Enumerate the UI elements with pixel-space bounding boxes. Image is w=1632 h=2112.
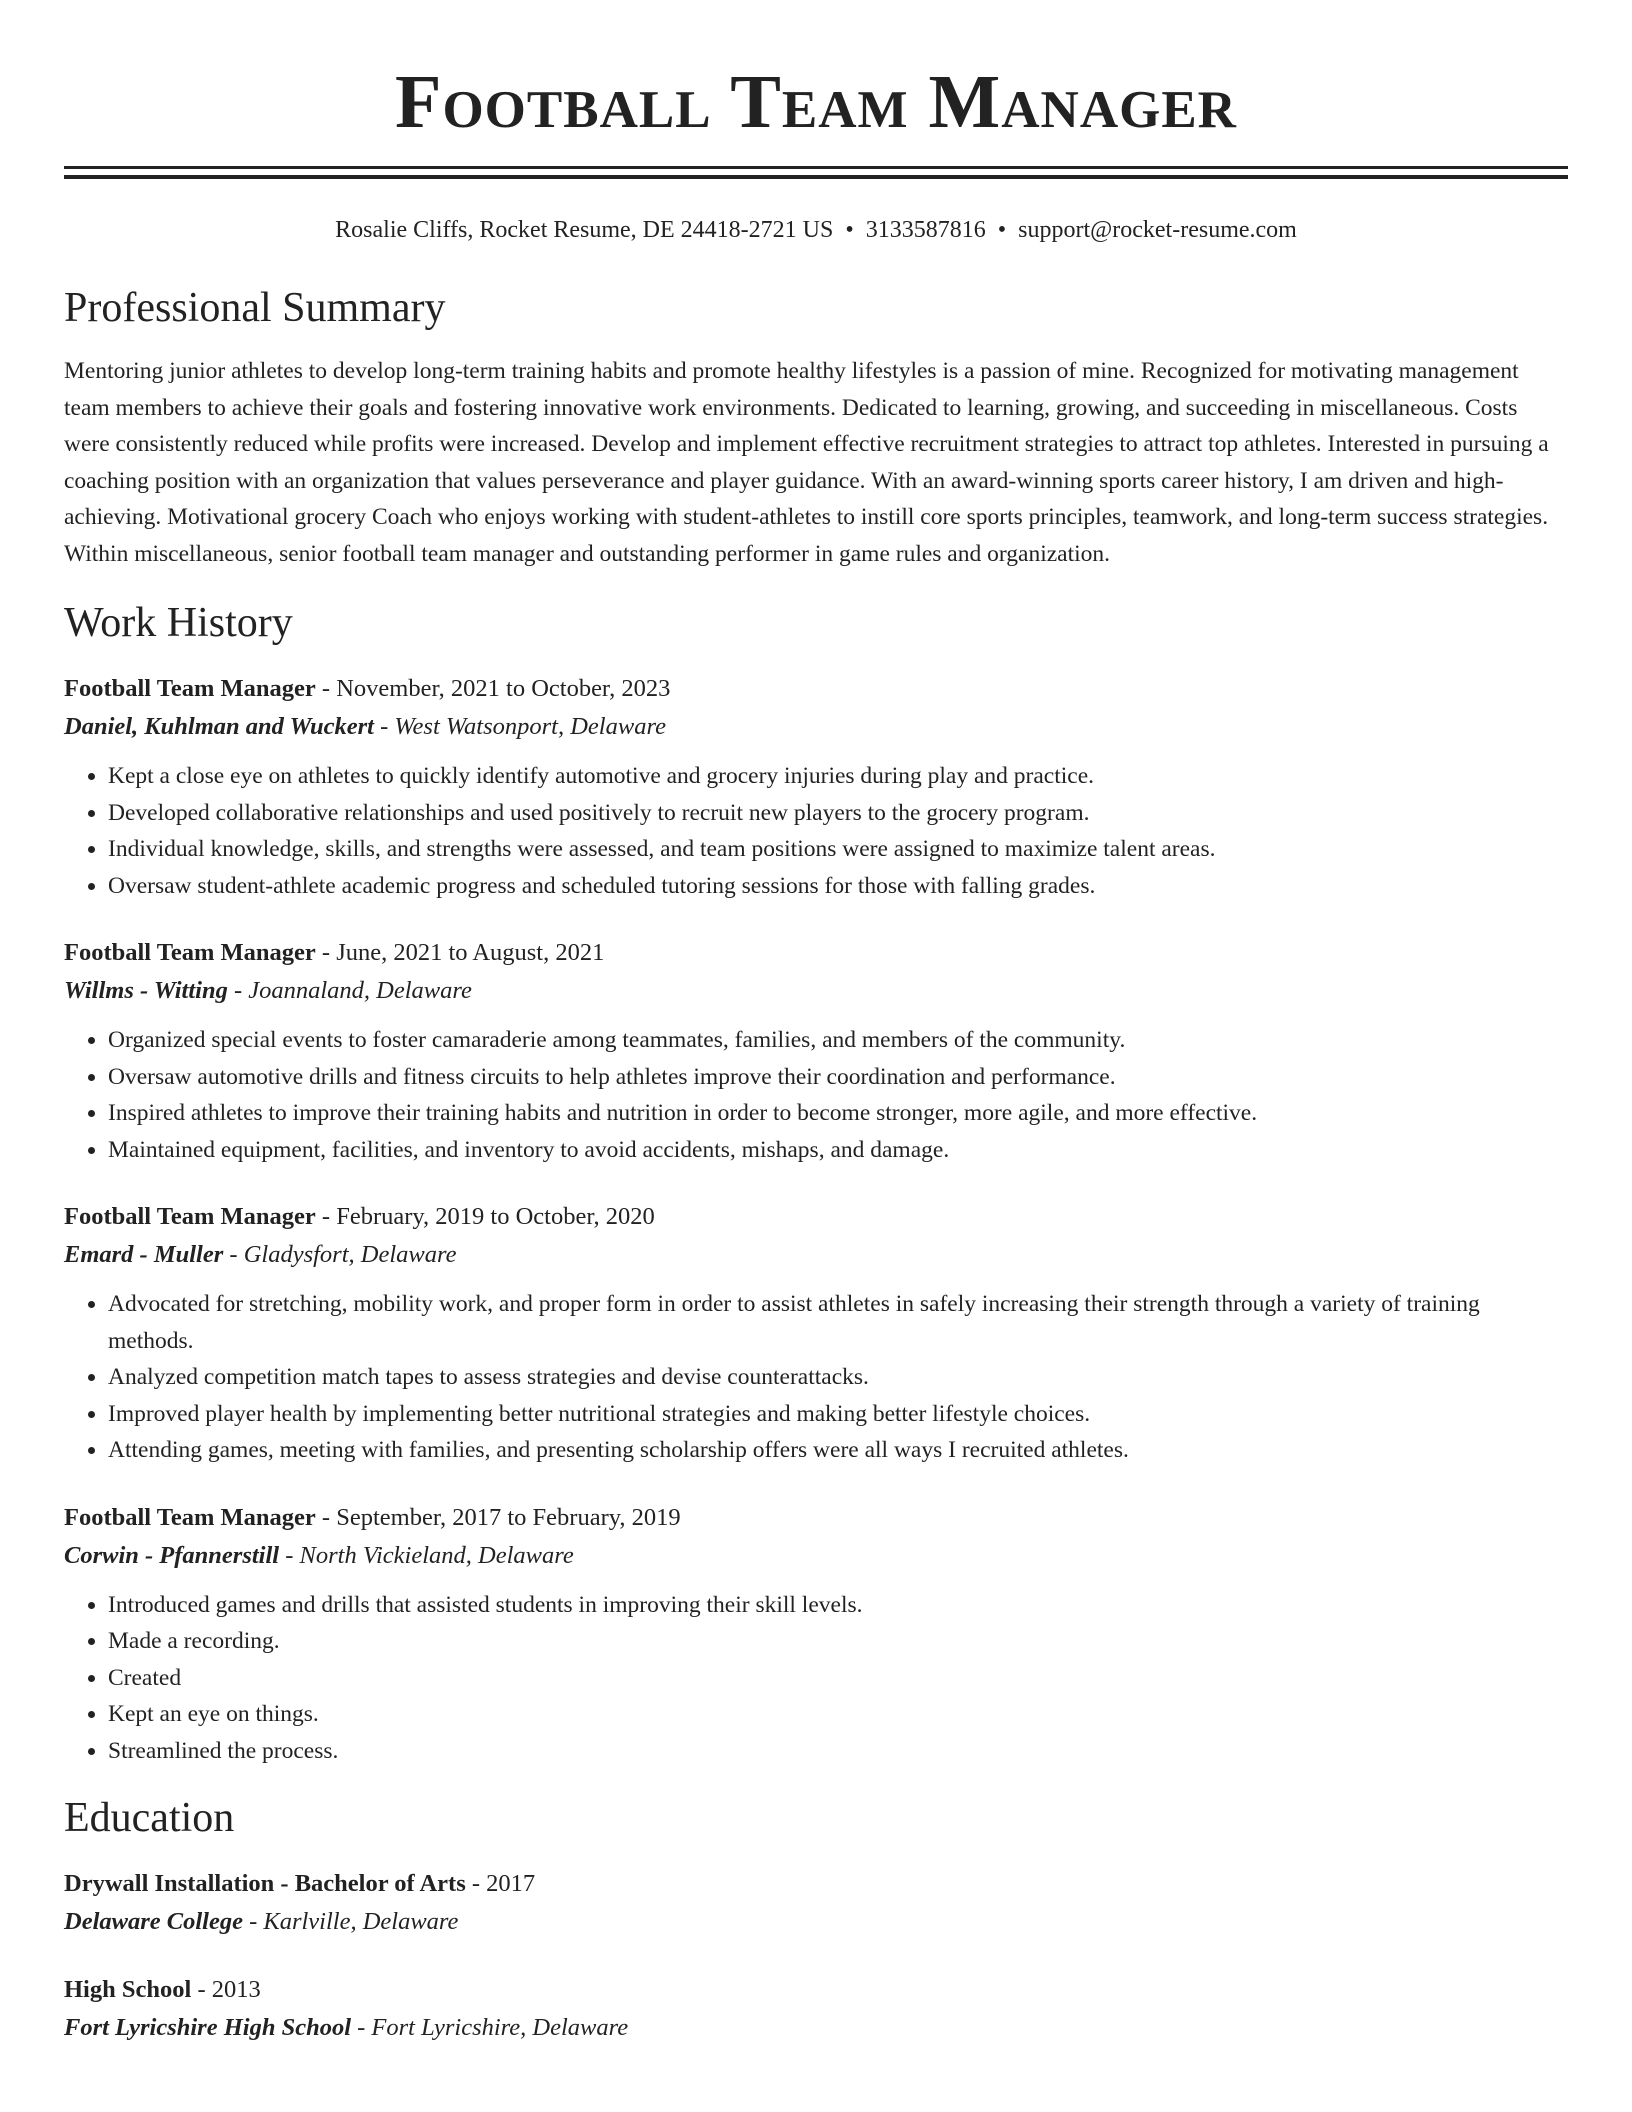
contact-phone: 3133587816 bbox=[865, 217, 986, 243]
job-entry bbox=[64, 670, 1568, 904]
page-title: Football Team Manager bbox=[395, 60, 1237, 144]
contact-separator: • bbox=[845, 217, 854, 243]
list-item: • Introduced games and drills that assisted students in improving their skill levels. bbox=[108, 1587, 1568, 1624]
education-entry bbox=[64, 1971, 1568, 2047]
job-dates: - June, 2021 to August, 2021 bbox=[315, 939, 605, 966]
resume-page bbox=[64, 0, 1568, 2047]
work-history-heading: Work History bbox=[64, 600, 293, 646]
list-item: • Organized special events to foster camaraderie among teammates, families, and members of the community. bbox=[108, 1022, 1568, 1059]
contact-email: support@rocket-resume.com bbox=[1018, 217, 1297, 243]
list-item: • Kept a close eye on athletes to quickly identify automotive and grocery injuries during play and practice. bbox=[108, 758, 1568, 795]
company-line bbox=[64, 972, 1568, 1010]
list-item: • Analyzed competition match tapes to assess strategies and devise counterattacks. bbox=[108, 1359, 1568, 1396]
summary-text: Mentoring junior athletes to develop long-term training habits and promote healthy lifestyles is a passion of mine. Recognized for motivating management team members to achieve their goals and fostering innovative work environments. Dedicated to learning, growing, and succeeding in miscellaneous. Costs were consistently reduced while profits were increased. Develop and implement effective recruitment strategies to attract top athletes. Interested in pursuing a coaching position with an organization that values perseverance and player guidance. With an award-winning sports career history, I am driven and high-achieving. Motivational grocery Coach who enjoys working with student-athletes to instill core sports principles, teamwork, and long-term success strategies. Within miscellaneous, senior football team manager and outstanding performer in game rules and organization. bbox=[64, 358, 1549, 567]
school-name: Delaware College bbox=[64, 1908, 243, 1935]
contact-line bbox=[64, 213, 1568, 247]
list-item: • Developed collaborative relationships and used positively to recruit new players to the grocery program. bbox=[108, 795, 1568, 832]
list-item: • Advocated for stretching, mobility work, and proper form in order to assist athletes in safely increasing their strength through a variety of training methods. bbox=[108, 1286, 1568, 1359]
job-bullets bbox=[64, 758, 1568, 904]
school-location: - Fort Lyricshire, Delaware bbox=[351, 2014, 629, 2041]
degree-line bbox=[64, 1865, 1568, 1903]
company-location: - Gladysfort, Delaware bbox=[223, 1241, 457, 1268]
job-dates: - February, 2019 to October, 2020 bbox=[315, 1203, 655, 1230]
summary-heading: Professional Summary bbox=[64, 285, 446, 331]
job-title: Football Team Manager bbox=[64, 1203, 316, 1230]
job-title: Football Team Manager bbox=[64, 939, 316, 966]
education-heading: Education bbox=[64, 1795, 235, 1841]
degree-name: High School bbox=[64, 1976, 192, 2003]
title-divider-top bbox=[64, 166, 1568, 169]
company-name: Daniel, Kuhlman and Wuckert bbox=[64, 713, 374, 740]
job-bullets bbox=[64, 1587, 1568, 1770]
job-title: Football Team Manager bbox=[64, 1503, 316, 1531]
job-title-line bbox=[64, 1499, 1568, 1537]
company-name: Willms - Witting bbox=[64, 977, 228, 1004]
company-name: Corwin - Pfannerstill bbox=[64, 1541, 280, 1569]
list-item: • Streamlined the process. bbox=[108, 1733, 1568, 1770]
list-item: • Inspired athletes to improve their training habits and nutrition in order to become stronger, more agile, and more effective. bbox=[108, 1095, 1568, 1132]
list-item: • Oversaw automotive drills and fitness circuits to help athletes improve their coordination and performance. bbox=[108, 1059, 1568, 1096]
company-location: - North Vickieland, Delaware bbox=[279, 1541, 574, 1569]
list-item: • Kept an eye on things. bbox=[108, 1696, 1568, 1733]
school-line bbox=[64, 2009, 1568, 2047]
degree-line bbox=[64, 1971, 1568, 2009]
company-location: - West Watsonport, Delaware bbox=[373, 713, 666, 740]
list-item: • Individual knowledge, skills, and strengths were assessed, and team positions were assigned to maximize talent areas. bbox=[108, 831, 1568, 868]
school-location: - Karlville, Delaware bbox=[242, 1908, 459, 1935]
company-name: Emard - Muller bbox=[64, 1241, 224, 1268]
job-entry bbox=[64, 934, 1568, 1168]
list-item: • Made a recording. bbox=[108, 1623, 1568, 1660]
list-item: • Oversaw student-athlete academic progress and scheduled tutoring sessions for those with falling grades. bbox=[108, 868, 1568, 905]
degree-year: - 2017 bbox=[465, 1870, 536, 1897]
school-line bbox=[64, 1903, 1568, 1941]
list-item: • Created bbox=[108, 1660, 1568, 1697]
job-title-line bbox=[64, 934, 1568, 972]
degree-year: - 2013 bbox=[191, 1976, 261, 2003]
title-divider-bottom bbox=[64, 175, 1568, 179]
contact-address: Rosalie Cliffs, Rocket Resume, DE 24418-2721 US bbox=[335, 217, 834, 243]
company-line bbox=[64, 1537, 1568, 1575]
job-entry bbox=[64, 1198, 1568, 1469]
education-entry bbox=[64, 1865, 1568, 1941]
company-line bbox=[64, 708, 1568, 746]
company-line bbox=[64, 1236, 1568, 1274]
job-title-line bbox=[64, 1198, 1568, 1236]
job-entry bbox=[64, 1499, 1568, 1770]
job-title-line bbox=[64, 670, 1568, 708]
contact-separator: • bbox=[997, 217, 1007, 243]
list-item: • Improved player health by implementing better nutritional strategies and making better lifestyle choices. bbox=[108, 1396, 1568, 1433]
list-item: • Attending games, meeting with families, and presenting scholarship offers were all ways I recruited athletes. bbox=[108, 1432, 1568, 1469]
job-dates: - September, 2017 to February, 2019 bbox=[315, 1503, 681, 1531]
job-title: Football Team Manager bbox=[64, 675, 316, 702]
school-name: Fort Lyricshire High School bbox=[64, 2014, 352, 2041]
job-bullets bbox=[64, 1022, 1568, 1168]
list-item: • Maintained equipment, facilities, and inventory to avoid accidents, mishaps, and damage. bbox=[108, 1132, 1568, 1169]
degree-name: Drywall Installation - Bachelor of Arts bbox=[64, 1870, 466, 1897]
job-dates: - November, 2021 to October, 2023 bbox=[315, 675, 671, 702]
company-location: - Joannaland, Delaware bbox=[227, 977, 472, 1004]
job-bullets bbox=[64, 1286, 1568, 1469]
